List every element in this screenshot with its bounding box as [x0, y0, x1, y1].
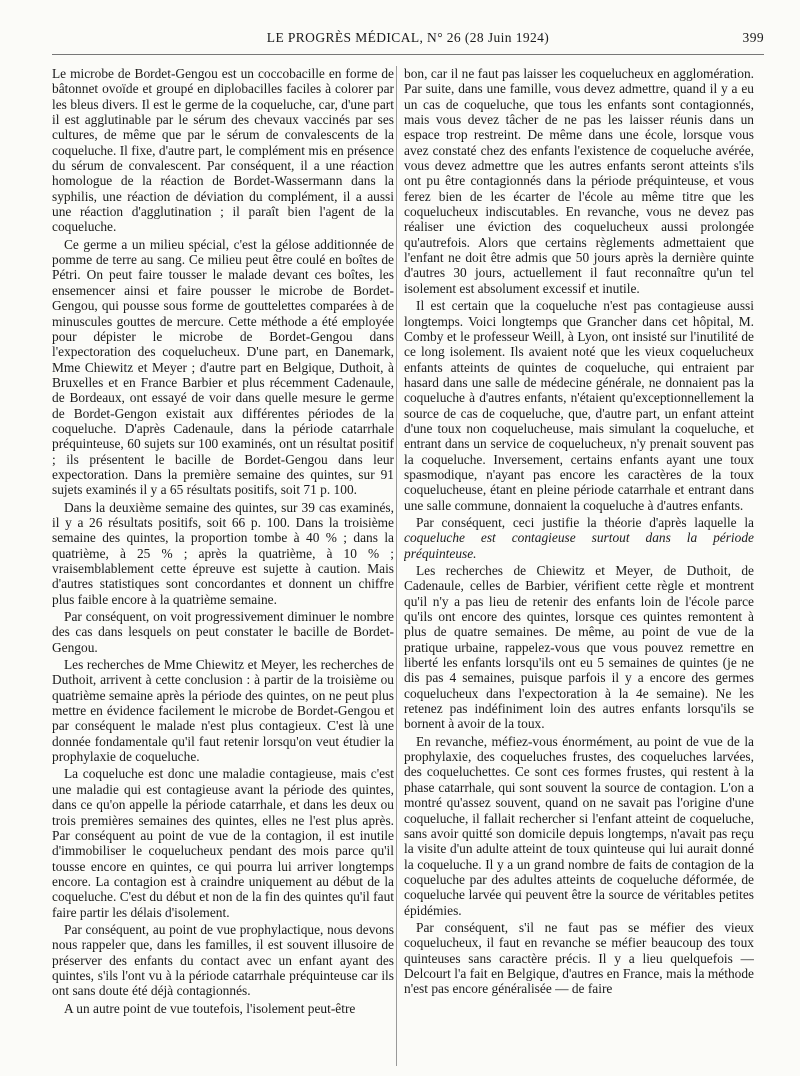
paragraph: [404, 515, 754, 561]
paragraph: Le microbe de Bordet-Gengou est un coccobacille en forme de bâtonnet ovoïde et groupé en diplobacilles faciles à colorer par les bleus divers. Il est le germe de la coqueluche, car, d'une part il est agglutinable par le sérum des chevaux vaccinés par ses cultures, de même que par le sérum de convalescents de la coqueluche. Il fixe, d'autre part, le complément mis en présence du sérum de convalescent. Par conséquent, il a une réaction homologue de la réaction de Bordet-Wassermann dans la syphilis, une réaction de déviation du complément, il a aussi une réaction d'agglutination ; il paraît bien l'agent de la coqueluche.: [52, 66, 394, 235]
paragraph: A un autre point de vue toutefois, l'isolement peut-être: [64, 1000, 356, 1016]
left-column: [52, 66, 394, 1066]
paragraph: Par conséquent, s'il ne faut pas se méfier des vieux coquelucheux, il faut en revanche se méfier beaucoup des toux quinteuses sans caractère précis. Il y a lieu quelquefois — Delcourt l'a fait en Belgique, d'autres en France, mais la méthode n'est pas encore généralisée — de faire: [404, 919, 754, 997]
paragraph: En revanche, méfiez-vous énormément, au point de vue de la prophylaxie, des coqueluches frustes, des coqueluches larvées, des coqueluchettes. Ce sont ces formes frustes, qui restent à la phase catarrhale, qui sont souvent la source de contagion. L'on a montré qu'assez souvent, quand on ne savait pas l'origine d'une coqueluche, il fallait rechercher si l'enfant atteint de coqueluche, sans avoir quitté son domicile depuis longtemps, n'avait pas reçu la visite d'un adulte atteint de toux quinteuse qui lui aurait donné la coqueluche. Il y a un grand nombre de faits de contagion de la coqueluche par des adultes atteints de coqueluche déformée, de coqueluche larvée qui peuvent être la source de véritables petites épidémies.: [404, 733, 754, 918]
column-divider: [396, 66, 397, 1066]
header-rule: [52, 54, 764, 55]
paragraph: La coqueluche est donc une maladie contagieuse, mais c'est une maladie qui est contagieuse avant la période des quintes, dans ce qu'on appelle la période catarrhale, et dans les deux ou trois premières semaines des quintes, elles ne l'est plus après. Par conséquent au point de vue de la contagion, il est inutile d'immobiliser le coquelucheux pendant des mois parce qu'il tousse encore en quintes, ce qui pourra lui arriver longtemps encore. La contagion est à craindre uniquement au début de la coqueluche. C'est du début et non de la fin des quintes qu'il faut faire partir les délais d'isolement.: [52, 766, 394, 920]
right-column: [404, 66, 754, 1066]
paragraph: bon, car il ne faut pas laisser les coquelucheux en agglomération. Par suite, dans une famille, vous devez admettre, quand il y a eu un cas de coqueluche, que tous les enfants sont contagionnés, mais vous devez tâcher de ne pas les laisser réunis dans un espace trop restreint. De même dans une école, lorsque vous avez constaté chez des enfants l'existence de coqueluche avérée, vous devez admettre que les autres enfants seront atteints s'ils ont pu être contagionnés dans la période préquinteuse, et vous ferez bien de les écarter de l'école au même titre que les coquelucheux indiscutables. En revanche, vous ne devez pas réaliser une éviction des coquelucheux aussi prolongée qu'autrefois. Alors que certains règlements admettaient que l'enfant ne doit être admis que 50 jours après la dernière quinte d'autres 30 jours, actuellement il faut reconnaître qu'un tel isolement est absolument excessif et inutile.: [404, 66, 754, 296]
paragraph: Par conséquent, au point de vue prophylactique, nous devons nous rappeler que, dans les familles, il est souvent illusoire de préserver des enfants du contact avec un enfant ayant des quintes, s'ils l'ont vu à la période catarrhale préquinteuse car ils ont sans doute été déjà contagionnés.: [52, 921, 394, 999]
paragraph: Par conséquent, on voit progressivement diminuer le nombre des cas dans lesquels on peut constater le bacille de Bordet-Gengou.: [52, 609, 394, 655]
paragraph: Il est certain que la coqueluche n'est pas contagieuse aussi longtemps. Voici longtemps que Grancher dans cet hôpital, M. Comby et le professeur Weill, à Lyon, ont insisté sur l'inutilité de ce long isolement. Ils avaient noté que les vieux coquelucheux enfants atteints de quintes de coqueluche, qui entraient par hasard dans une salle de médecine générale, ne donnaient pas la coqueluche à d'autres enfants, n'étaient qu'exceptionnellement la source de cas de coqueluche, que, d'autre part, un enfant atteint d'une toux non coquelucheuse, mais simulant la coqueluche, et entrant dans un service de coquelucheux, n'y prenait souvent pas la coqueluche. Inversement, certains enfants ayant une toux spasmodique, n'ayant pas encore les caractères de la toux coquelucheuse, étant en pleine période catarrhale et entrant dans une salle commune, donnaient la coqueluche à d'autres enfants.: [404, 298, 754, 513]
paragraph: Les recherches de Mme Chiewitz et Meyer, les recherches de Duthoit, arrivent à cette conclusion : à partir de la troisième ou quatrième semaine après la période des quintes, on ne peut plus mettre en évidence facilement le microbe de Bordet-Gengou et par conséquent le malade n'est plus contagieux. C'est là une donnée fondamentale qu'il faut retenir lorsqu'on veut étudier la prophylaxie de coqueluche.: [52, 657, 394, 765]
paragraph: Ce germe a un milieu spécial, c'est la gélose additionnée de pomme de terre au sang. Ce milieu peut être coulé en boîtes de Pétri. On peut faire tousser le malade devant ces boîtes, les ensemencer ainsi et faire pousser le microbe de Bordet-Gengou, qui pousse sous forme de gouttelettes comparées à de minuscules gouttes de mercure. Cette méthode a été employée pour dépister le microbe de Bordet-Gengou dans l'expectoration des coquelucheux. D'une part, en Danemark, Mme Chiewitz et Meyer ; d'autre part en Belgique, Duthoit, à Bruxelles et en France Barbier et plus récemment Cadenaule, de Bordeaux, ont essayé de voir dans quelle mesure le germe de Bordet-Gengon existait aux différentes périodes de la coqueluche. D'après Cadenaule, dans la période catarrhale préquinteuse, 60 sujets sur 100 examinés, ont un résultat positif ; ils présentent le bacille de Bordet-Gengou dans leur expectoration. Dans la première semaine des quintes, sur 91 sujets examinés il y a 65 résultats positifs, soit 71 p. 100.: [52, 236, 394, 498]
paragraph: Dans la deuxième semaine des quintes, sur 39 cas examinés, il y a 26 résultats positifs, soit 66 p. 100. Dans la troisième semaine des quintes, la proportion tombe à 40 % ; dans la quatrième, à 25 % ; après la quatrième, à 10 % ; vraisemblablement cette épreuve est sujette à caution. Mais d'autres statistiques sont concordantes et donnent un chiffre plus faible encore à la quatrième semaine.: [52, 499, 394, 607]
running-header: [52, 30, 764, 52]
paragraph-lead-text: Par conséquent, ceci justifie la théorie d'après laquelle la: [416, 514, 754, 530]
journal-title: LE PROGRÈS MÉDICAL, N° 26 (28 Juin 1924): [266, 30, 550, 45]
italic-emphasis: coqueluche est contagieuse surtout dans la période préquinteuse.: [404, 530, 754, 561]
page-number: 399: [742, 30, 764, 45]
paragraph: Les recherches de Chiewitz et Meyer, de Duthoit, de Cadenaule, celles de Barbier, vérifient cette règle et montrent qu'il n'y a pas lieu de retenir des enfants loin de l'école parce qu'ils ont encore des quintes, lorsque ces quintes remontent à plus de quatre semaines. De même, au point de vue de la pratique urbaine, rappelez-vous que vous pouvez remettre en liberté les enfants lorsqu'ils ont eu 5 semaines de quintes (je ne dis pas 4 semaines, puisque parfois il y a encore des germes coquelucheux dans l'expectoration à la 4e semaine). Ne les retenez pas indéfiniment loin des autres enfants lorsqu'ils se bornent à avoir de la toux.: [404, 563, 754, 732]
